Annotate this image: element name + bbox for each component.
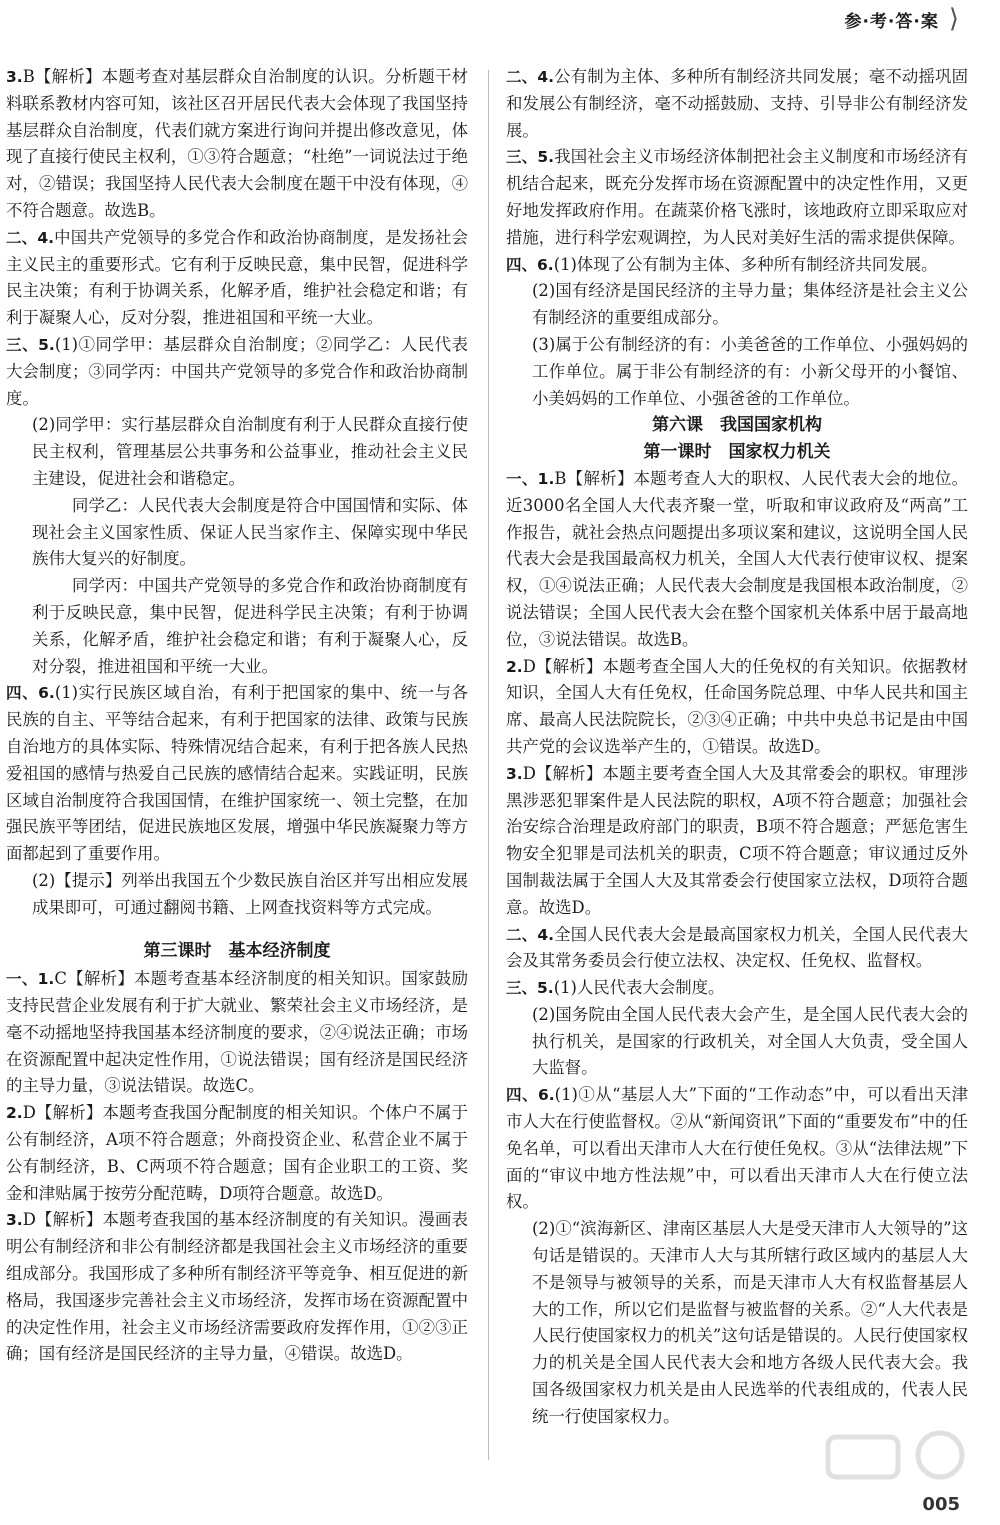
question-number: 四、6. bbox=[506, 255, 554, 274]
answer-text: D【解析】本题主要考查全国人大及其常委会的职权。审理涉黑涉恶犯罪案件是人民法院的职权，A项不符合题意；加强社会治安综合治理是政府部门的职责，B项不符合题意；严惩危害生物安全犯罪是司法机关的职责，C项不符合题意；审议通过反外国制裁法属于全国人大及其常委会行使国家立法权，D项符合题意。故选D。 bbox=[506, 763, 968, 917]
answer-paragraph bbox=[6, 493, 468, 573]
question-number: 二、4. bbox=[6, 228, 55, 247]
answer-paragraph bbox=[506, 761, 968, 922]
question-number: 2. bbox=[6, 1104, 23, 1123]
answer-text: B【解析】本题考查对基层群众自治制度的认识。分析题干材料联系教材内容可知，该社区召开居民代表大会体现了我国坚持基层群众自治制度，代表们就方案进行询问并提出修改意见，体现了直接行使民主权利，①③符合题意；“杜绝”一词说法过于绝对，②错误；我国坚持人民代表大会制度在题干中没有体现，④不符合题意。故选B。 bbox=[6, 67, 468, 220]
answer-paragraph bbox=[6, 64, 468, 225]
answer-paragraph bbox=[506, 922, 968, 976]
question-number: 3. bbox=[6, 1211, 23, 1230]
chevron-right-icon: ⟩ bbox=[948, 4, 960, 34]
answer-paragraph bbox=[6, 868, 468, 922]
answer-paragraph bbox=[506, 64, 968, 144]
left-column bbox=[6, 64, 468, 1368]
question-number: 一、1. bbox=[506, 469, 555, 488]
question-number: 二、4. bbox=[506, 925, 555, 944]
answer-text: D【解析】本题考查我国分配制度的相关知识。个体户不属于公有制经济，A项不符合题意；外商投资企业、私营企业不属于公有制经济，B、C两项不符合题意；国有企业职工的工资、奖金和津贴属于按劳分配范畴，D项符合题意。故选D。 bbox=[6, 1103, 468, 1203]
answer-text: B【解析】本题考查人大的职权、人民代表大会的地位。近3000名全国人大代表齐聚一堂，听取和审议政府及“两高”工作报告，就社会热点问题提出多项议案和建议，这说明全国人民代表大会是我国最高权力机关，全国人大代表行使审议权、提案权，①④说法正确；人民代表大会制度是我国根本政治制度，②说法错误；全国人民代表大会在整个国家机关体系中居于最高地位，③说法错误。故选B。 bbox=[506, 468, 968, 649]
answer-paragraph bbox=[6, 332, 468, 412]
answer-paragraph bbox=[506, 144, 968, 251]
answer-text: 同学丙：中国共产党领导的多党合作和政治协商制度有利于反映民意，集中民智，促进科学民主决策；有利于协调关系，化解矛盾，维护社会稳定和谐；有利于凝聚人心，反对分裂，推进祖国和平统一大业。 bbox=[32, 576, 468, 676]
question-number: 三、5. bbox=[506, 148, 555, 167]
answer-text: 我国社会主义市场经济体制把社会主义制度和市场经济有机结合起来，既充分发挥市场在资源配置中的决定性作用，又更好地发挥政府作用。在蔬菜价格飞涨时，该地政府立即采取应对措施，进行科学宏观调控，为人民对美好生活的需求提供保障。 bbox=[506, 147, 968, 247]
answer-paragraph bbox=[506, 466, 968, 654]
answer-paragraph bbox=[6, 680, 468, 868]
answer-paragraph bbox=[506, 1002, 968, 1082]
answer-text: D【解析】本题考查全国人大的任免权的有关知识。依据教材知识，全国人大有任免权，任命国务院总理、中华人民共和国主席、最高人民法院院长，②③④正确；中共中央总书记是由中国共产党的会议选举产生的，①错误。故选D。 bbox=[506, 656, 968, 756]
answer-text: (2)国务院由全国人民代表大会产生，是全国人民代表大会的执行机关，是国家的行政机关，对全国人大负责，受全国人大监督。 bbox=[532, 1004, 968, 1078]
answer-paragraph bbox=[506, 654, 968, 761]
answer-text: (2)【提示】列举出我国五个少数民族自治区并写出相应发展成果即可，可通过翻阅书籍、上网查找资料等方式完成。 bbox=[32, 870, 468, 917]
answer-text: (1)人民代表大会制度。 bbox=[553, 978, 725, 998]
section-heading: 第一课时 国家权力机关 bbox=[643, 442, 831, 463]
section-heading: 第三课时 基本经济制度 bbox=[143, 940, 331, 961]
answer-text: 全国人民代表大会是最高国家权力机关，全国人民代表大会及其常务委员会行使立法权、决定权、任免权、监督权。 bbox=[506, 924, 968, 971]
question-number: 三、5. bbox=[6, 335, 55, 354]
question-number: 二、4. bbox=[506, 68, 555, 86]
question-number: 一、1. bbox=[6, 970, 55, 989]
answer-paragraph bbox=[506, 332, 968, 412]
answer-text: (2)①“滨海新区、津南区基层人大是受天津市人大领导的”这句话是错误的。天津市人大与其所辖行政区域内的基层人大不是领导与被领导的关系，而是天津市人大有权监督基层人大的工作，所以它们是监督与被监督的关系。②“人大代表是人民行使国家权力的机关”这句话是错误的。人民行使国家权力的机关是全国人民代表大会和地方各级人民代表大会。我国各级国家权力机关是由人民选举的代表组成的，代表人民统一行使国家权力。 bbox=[532, 1219, 968, 1426]
answer-text: 中国共产党领导的多党合作和政治协商制度，是发扬社会主义民主的重要形式。它有利于反映民意，集中民智，促进科学民主决策；有利于协调关系，化解矛盾，维护社会稳定和谐；有利于凝聚人心，反对分裂，推进祖国和平统一大业。 bbox=[6, 227, 468, 328]
answer-text: (1)体现了公有制为主体、多种所有制经济共同发展。 bbox=[553, 254, 938, 274]
page-header bbox=[844, 6, 960, 32]
answer-text: (1)①从“基层人大”下面的“工作动态”中，可以看出天津市人大在行使监督权。②从“新闻资讯”下面的“重要发布”中的任免名单，可以看出天津市人大在行使任免权。③从“法律法规”下面的“审议中地方性法规”中，可以看出天津市人大在行使立法权。 bbox=[506, 1085, 968, 1212]
answer-text: (1)①同学甲：基层群众自治制度；②同学乙：人民代表大会制度；③同学丙：中国共产党领导的多党合作和政治协商制度。 bbox=[6, 334, 468, 408]
question-number: 3. bbox=[6, 68, 23, 86]
answer-paragraph bbox=[506, 278, 968, 332]
answer-text: 同学乙：人民代表大会制度是符合中国国情和实际、体现社会主义国家性质、保证人民当家作主、保障实现中华民族伟大复兴的好制度。 bbox=[32, 495, 468, 569]
section-heading: 第六课 我国国家机构 bbox=[652, 415, 822, 436]
answer-paragraph bbox=[6, 966, 468, 1100]
answer-paragraph bbox=[6, 573, 468, 680]
column-divider bbox=[488, 70, 489, 1460]
answer-paragraph bbox=[6, 412, 468, 492]
question-number: 四、6. bbox=[506, 1086, 555, 1105]
answer-text: D【解析】本题考查我国的基本经济制度的有关知识。漫画表明公有制经济和非公有制经济都是我国社会主义市场经济的重要组成部分。我国形成了多种所有制经济平等竞争、相互促进的新格局，我国逐步完善社会主义市场经济，发挥市场在资源配置中的决定性作用，社会主义市场经济需要政府发挥作用，①②③正确；国有经济是国民经济的主导力量，④错误。故选D。 bbox=[6, 1210, 468, 1364]
answer-text: 公有制为主体、多种所有制经济共同发展；毫不动摇巩固和发展公有制经济，毫不动摇鼓励、支持、引导非公有制经济发展。 bbox=[506, 67, 968, 140]
answer-paragraph bbox=[506, 975, 968, 1002]
answer-paragraph bbox=[506, 1216, 968, 1430]
header-title: 参·考·答·案 bbox=[844, 11, 939, 32]
question-number: 三、5. bbox=[506, 979, 554, 998]
answer-paragraph bbox=[6, 1100, 468, 1207]
right-column bbox=[506, 64, 968, 1431]
question-number: 3. bbox=[506, 764, 523, 783]
question-number: 四、6. bbox=[6, 684, 55, 703]
answer-paragraph bbox=[506, 1082, 968, 1216]
answer-paragraph bbox=[6, 1207, 468, 1368]
answer-text: (3)属于公有制经济的有：小美爸爸的工作单位、小强妈妈的工作单位。属于非公有制经济的有：小新父母开的小餐馆、小美妈妈的工作单位、小强爸爸的工作单位。 bbox=[532, 334, 968, 408]
answer-text: (2)国有经济是国民经济的主导力量；集体经济是社会主义公有制经济的重要组成部分。 bbox=[532, 281, 968, 328]
page-number: 005 bbox=[922, 1494, 960, 1515]
answer-text: (1)实行民族区域自治，有利于把国家的集中、统一与各民族的自主、平等结合起来，有利于把国家的法律、政策与民族自治地方的具体实际、特殊情况结合起来，有利于把各族人民热爱祖国的感情与热爱自己民族的感情结合起来。实践证明，民族区域自治制度符合我国国情，在维护国家统一、领土完整，在加强民族平等团结，促进民族地区发展，增强中华民族凝聚力等方面都起到了重要作用。 bbox=[6, 683, 468, 864]
answer-paragraph bbox=[6, 225, 468, 332]
answer-text: C【解析】本题考查基本经济制度的相关知识。国家鼓励支持民营企业发展有利于扩大就业、繁荣社会主义市场经济，是毫不动摇地坚持我国基本经济制度的要求，②④说法正确；市场在资源配置中起决定性作用，①说法错误；国有经济是国民经济的主导力量，③说法错误。故选C。 bbox=[6, 969, 468, 1096]
answer-paragraph bbox=[506, 252, 968, 279]
answer-text: (2)同学甲：实行基层群众自治制度有利于人民群众直接行使民主权利，管理基层公共事务和公益事业，推动社会主义民主建设，促进社会和谐稳定。 bbox=[32, 415, 468, 488]
question-number: 2. bbox=[506, 657, 523, 676]
